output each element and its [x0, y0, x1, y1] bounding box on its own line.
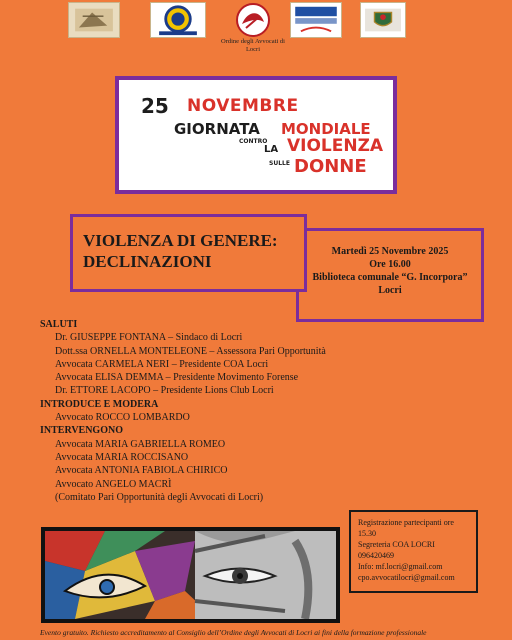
speaker-item: Dott.ssa ORNELLA MONTELEONE – Assessora Pari Opportunità	[55, 345, 326, 357]
movimento-forense-logo	[290, 2, 342, 38]
speaker-item: Avvocata MARIA GABRIELLA ROMEO	[55, 438, 226, 450]
cpo-email[interactable]: cpo.avvocatilocri@gmail.com	[358, 573, 455, 582]
info-email[interactable]: Info: mf.locri@gmail.com	[358, 562, 443, 571]
banner-sulle: SULLE	[269, 160, 290, 167]
moderator-item: Avvocato ROCCO LOMBARDO	[55, 412, 190, 424]
speaker-item: Avvocata MARIA ROCCISANO	[55, 451, 189, 463]
banner-giornata: GIORNATA	[174, 120, 260, 138]
speaker-item: Avvocata CARMELA NERI – Presidente COA Locri	[55, 358, 269, 370]
registration-time: 15.30	[358, 529, 376, 538]
banner-donne: DONNE	[294, 156, 367, 177]
intervengono-heading: INTERVENGONO	[40, 425, 123, 437]
lions-club-logo	[150, 2, 206, 38]
speaker-item: Dr. ETTORE LACOPO – Presidente Lions Club Locri	[55, 385, 274, 397]
event-venue: Biblioteca comunale “G. Incorpora”	[312, 272, 468, 283]
banner-la: LA	[264, 144, 279, 155]
giornata-mondiale-banner	[115, 76, 397, 194]
speaker-item: Avvocata ANTONIA FABIOLA CHIRICO	[55, 465, 228, 477]
event-date: Martedì 25 Novembre 2025	[331, 246, 449, 257]
secretariat-label: Segreteria COA LOCRI	[358, 540, 435, 549]
modera-heading: INTRODUCE E MODERA	[40, 398, 159, 410]
ordine-avvocati-caption: Ordine degli Avvocati di Locri	[221, 38, 285, 53]
crest-logo	[360, 2, 406, 38]
banner-day: 25	[141, 94, 169, 118]
banner-contro: CONTRO	[239, 138, 268, 145]
speaker-item: Avvocata ELISA DEMMA – Presidente Movimento Forense	[55, 372, 299, 384]
speaker-item: Avvocato ANGELO MACRÌ	[55, 478, 172, 490]
ordine-avvocati-logo	[228, 2, 278, 38]
banner-month: NOVEMBRE	[187, 96, 299, 116]
program-list	[40, 318, 480, 504]
footer-note: Evento gratuito. Richiesto accreditamento al Consiglio dell’Ordine degli Avvocati di Locri ai fini della formazione professionale	[40, 628, 427, 637]
artwork-image	[41, 527, 340, 623]
sponsor-logo-1	[68, 2, 120, 38]
event-info-box	[296, 228, 484, 322]
event-time: Ore 16.00	[369, 259, 411, 270]
phone-number: 096420469	[358, 551, 394, 560]
speaker-item: Dr. GIUSEPPE FONTANA – Sindaco di Locri	[55, 332, 243, 344]
conference-title-line1: VIOLENZA DI GENERE:	[83, 231, 278, 250]
banner-mondiale: MONDIALE	[281, 120, 371, 138]
conference-title-box	[70, 214, 307, 292]
conference-title-line2: DECLINAZIONI	[83, 252, 212, 271]
saluti-heading: SALUTI	[40, 319, 78, 330]
registration-box	[349, 510, 478, 593]
banner-violenza: VIOLENZA	[287, 136, 384, 156]
event-city: Locri	[378, 285, 402, 296]
committee-note: (Comitato Pari Opportunità degli Avvocati di Locri)	[55, 491, 264, 503]
registration-line: Registrazione partecipanti ore	[358, 518, 454, 527]
